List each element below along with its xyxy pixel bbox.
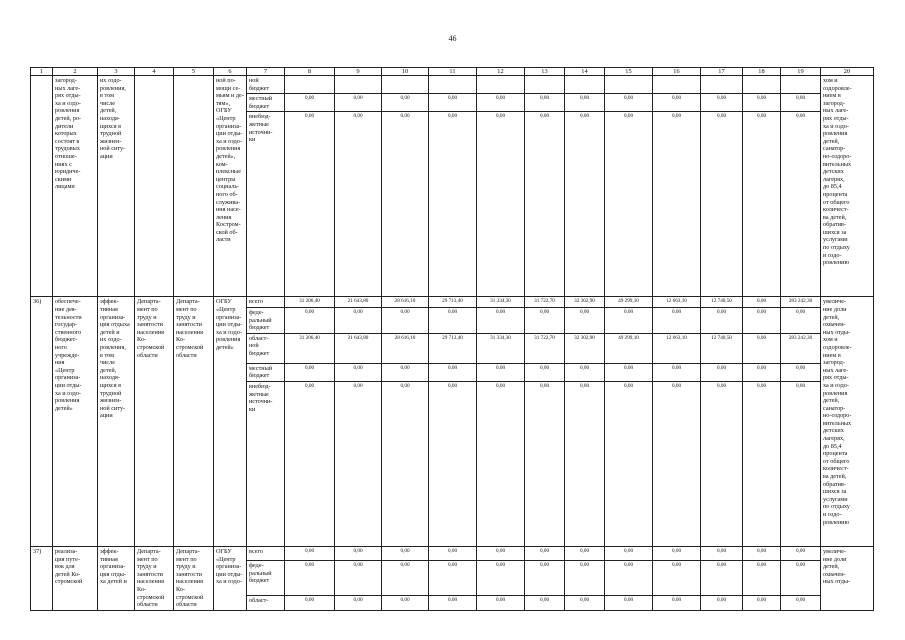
responsible-executor bbox=[135, 76, 174, 297]
amount-cell: 0,00 bbox=[781, 363, 821, 381]
amount-cell: 0,00 bbox=[382, 363, 429, 381]
amount-cell: 0,00 bbox=[605, 94, 653, 112]
amount-cell: 0,00 bbox=[525, 561, 565, 596]
amount-cell: 0,00 bbox=[701, 307, 743, 333]
amount-cell: 0,00 bbox=[429, 596, 477, 610]
amount-cell: 0,00 bbox=[477, 596, 525, 610]
column-header: 15 bbox=[605, 68, 653, 76]
amount-cell: 0,00 bbox=[429, 112, 477, 297]
amount-cell: 0,00 bbox=[605, 381, 653, 546]
amount-cell: 0,00 bbox=[781, 307, 821, 333]
amount-cell: 0,00 bbox=[653, 363, 701, 381]
amount-cell: 0,00 bbox=[525, 363, 565, 381]
amount-cell: 0,00 bbox=[335, 94, 382, 112]
column-header: 18 bbox=[743, 68, 781, 76]
responsible-executor: Департа- мент по труду и занятости населения Ко- стромской области bbox=[135, 546, 174, 610]
amount-cell: 0,00 bbox=[429, 94, 477, 112]
amount-cell: 0,00 bbox=[653, 561, 701, 596]
amount-cell: 12 740,50 bbox=[701, 333, 743, 363]
amount-cell: 0,00 bbox=[653, 307, 701, 333]
funding-source: местный бюджет bbox=[247, 363, 285, 381]
table-row bbox=[31, 546, 874, 560]
co-executor bbox=[174, 76, 214, 297]
amount-cell bbox=[605, 76, 653, 94]
column-header: 3 bbox=[98, 68, 135, 76]
participants-cell: ной по- мощи се- мьям и де- тям», ОГБУ «Центр организа- ции отды- ха и оздо- ровления детей», ком- плексные центры социаль- ного об- служива- ния насе- ления Костром- ской об- ласти bbox=[214, 76, 247, 297]
amount-cell: 0,00 bbox=[565, 307, 605, 333]
amount-cell: 0,00 bbox=[285, 112, 335, 297]
amount-cell: 0,00 bbox=[743, 363, 781, 381]
amount-cell: 0,00 bbox=[382, 112, 429, 297]
amount-cell: 0,00 bbox=[285, 363, 335, 381]
column-header: 2 bbox=[53, 68, 98, 76]
amount-cell: 283 242,30 bbox=[781, 297, 821, 308]
co-executor: Департа- мент по труду и занятости населения Ко- стромской области bbox=[174, 546, 214, 610]
amount-cell: 0,00 bbox=[382, 94, 429, 112]
amount-cell: 28 616,10 bbox=[382, 333, 429, 363]
amount-cell: 21 643,80 bbox=[335, 333, 382, 363]
column-header: 16 bbox=[653, 68, 701, 76]
amount-cell: 0,00 bbox=[743, 307, 781, 333]
amount-cell: 0,00 bbox=[477, 112, 525, 297]
amount-cell: 0,00 bbox=[605, 363, 653, 381]
amount-cell: 0,00 bbox=[743, 94, 781, 112]
amount-cell: 0,00 bbox=[477, 561, 525, 596]
funding-source: местный бюджет bbox=[247, 94, 285, 112]
amount-cell: 0,00 bbox=[781, 561, 821, 596]
row-number: 37) bbox=[31, 546, 53, 610]
row-number: 36) bbox=[31, 297, 53, 547]
amount-cell: 32 302,90 bbox=[565, 333, 605, 363]
column-header: 12 bbox=[477, 68, 525, 76]
amount-cell: 0,00 bbox=[335, 596, 382, 610]
amount-cell: 0,00 bbox=[335, 112, 382, 297]
row-number bbox=[31, 76, 53, 297]
amount-cell: 0,00 bbox=[781, 381, 821, 546]
page-number: 46 bbox=[448, 34, 457, 43]
amount-cell: 0,00 bbox=[781, 596, 821, 610]
amount-cell: 0,00 bbox=[285, 94, 335, 112]
task-cell: эффек- тивная организа- ция отды- ха детей и bbox=[98, 546, 135, 610]
column-header: 11 bbox=[429, 68, 477, 76]
column-header: 1 bbox=[31, 68, 53, 76]
column-header: 4 bbox=[135, 68, 174, 76]
table-row bbox=[31, 297, 874, 308]
funding-source: внебюд- жетные источни- ки bbox=[247, 381, 285, 546]
amount-cell: 0,00 bbox=[477, 307, 525, 333]
amount-cell: 0,00 bbox=[781, 112, 821, 297]
task-cell: их оздо- ровления, в том числе детей, находя- щихся в трудной жизнен- ной ситу- ации bbox=[98, 76, 135, 297]
amount-cell: 0,00 bbox=[565, 596, 605, 610]
amount-cell: 0,00 bbox=[429, 561, 477, 596]
amount-cell: 0,00 bbox=[781, 546, 821, 560]
amount-cell: 31 334,30 bbox=[477, 297, 525, 308]
funding-source: ной бюджет bbox=[247, 76, 285, 94]
funding-source: област- bbox=[247, 596, 285, 610]
amount-cell: 0,00 bbox=[701, 112, 743, 297]
amount-cell: 0,00 bbox=[525, 596, 565, 610]
amount-cell: 0,00 bbox=[429, 363, 477, 381]
amount-cell: 0,00 bbox=[285, 596, 335, 610]
amount-cell: 0,00 bbox=[701, 546, 743, 560]
amount-cell: 0,00 bbox=[701, 94, 743, 112]
amount-cell: 0,00 bbox=[335, 561, 382, 596]
amount-cell: 0,00 bbox=[285, 561, 335, 596]
amount-cell: 0,00 bbox=[382, 546, 429, 560]
amount-cell: 49 299,10 bbox=[605, 333, 653, 363]
amount-cell: 0,00 bbox=[743, 112, 781, 297]
amount-cell: 0,00 bbox=[653, 546, 701, 560]
amount-cell: 0,00 bbox=[335, 381, 382, 546]
amount-cell bbox=[335, 76, 382, 94]
amount-cell: 0,00 bbox=[285, 546, 335, 560]
column-header: 17 bbox=[701, 68, 743, 76]
amount-cell bbox=[285, 76, 335, 94]
amount-cell: 21 643,80 bbox=[335, 297, 382, 308]
column-header: 5 bbox=[174, 68, 214, 76]
amount-cell bbox=[565, 76, 605, 94]
amount-cell: 0,00 bbox=[653, 112, 701, 297]
amount-cell: 31 206,40 bbox=[285, 297, 335, 308]
column-header: 10 bbox=[382, 68, 429, 76]
funding-source: всего bbox=[247, 546, 285, 560]
amount-cell: 0,00 bbox=[429, 307, 477, 333]
amount-cell: 0,00 bbox=[565, 546, 605, 560]
amount-cell: 283 242,30 bbox=[781, 333, 821, 363]
amount-cell: 31 206,40 bbox=[285, 333, 335, 363]
amount-cell: 29 713,40 bbox=[429, 333, 477, 363]
amount-cell: 0,00 bbox=[335, 307, 382, 333]
amount-cell: 0,00 bbox=[382, 596, 429, 610]
amount-cell: 0,00 bbox=[565, 381, 605, 546]
amount-cell: 0,00 bbox=[285, 307, 335, 333]
amount-cell: 31 334,30 bbox=[477, 333, 525, 363]
amount-cell: 0,00 bbox=[285, 381, 335, 546]
amount-cell: 0,00 bbox=[743, 561, 781, 596]
amount-cell bbox=[429, 76, 477, 94]
event-name: загород- ных лаге- рях отды- ха и оздо- ровления детей, ро- дители которых состоят в трудовых отноше- ниях с юридиче- скими лицами bbox=[53, 76, 98, 297]
amount-cell: 0,00 bbox=[429, 546, 477, 560]
amount-cell: 0,00 bbox=[525, 307, 565, 333]
amount-cell: 0,00 bbox=[429, 381, 477, 546]
amount-cell: 0,00 bbox=[781, 94, 821, 112]
amount-cell: 0,00 bbox=[701, 596, 743, 610]
amount-cell: 0,00 bbox=[743, 546, 781, 560]
amount-cell: 0,00 bbox=[565, 363, 605, 381]
table-row bbox=[31, 76, 874, 94]
amount-cell: 0,00 bbox=[565, 112, 605, 297]
column-header: 8 bbox=[285, 68, 335, 76]
amount-cell: 28 616,10 bbox=[382, 297, 429, 308]
amount-cell: 49 299,10 bbox=[605, 297, 653, 308]
amount-cell: 0,00 bbox=[477, 363, 525, 381]
amount-cell bbox=[477, 76, 525, 94]
amount-cell: 0,00 bbox=[743, 596, 781, 610]
amount-cell bbox=[382, 76, 429, 94]
amount-cell: 0,00 bbox=[382, 561, 429, 596]
funding-source: феде- ральный бюджет bbox=[247, 561, 285, 596]
amount-cell: 0,00 bbox=[605, 596, 653, 610]
amount-cell: 0,00 bbox=[477, 94, 525, 112]
amount-cell bbox=[701, 76, 743, 94]
amount-cell: 0,00 bbox=[382, 381, 429, 546]
event-name: обеспече- ние дея- тельности государ- ственного бюджет- ного учрежде- ния «Центр организа- ции отды- ха и оздо- ровления детей» bbox=[53, 297, 98, 547]
amount-cell bbox=[653, 76, 701, 94]
amount-cell: 0,00 bbox=[701, 561, 743, 596]
funding-source: внебюд- жетные источни- ки bbox=[247, 112, 285, 297]
column-header: 14 bbox=[565, 68, 605, 76]
header-row bbox=[31, 68, 874, 76]
column-header: 13 bbox=[525, 68, 565, 76]
amount-cell: 0,00 bbox=[335, 363, 382, 381]
expected-result: увеличе- ние доли детей, охвачен- ных отды- хом и оздоровле- нием в загород- ных лаге- рях отды- ха и оздо- ровления детей, санатор- но-оздоро- вительных детских лагерях, до 85,4 процента от общего количест- ва детей, обратив- шихся за услугами по отдыху и оздо- ровлению bbox=[821, 297, 874, 547]
funding-source: всего bbox=[247, 297, 285, 308]
amount-cell: 0,00 bbox=[605, 112, 653, 297]
amount-cell bbox=[781, 76, 821, 94]
amount-cell: 0,00 bbox=[565, 94, 605, 112]
column-header: 6 bbox=[214, 68, 247, 76]
amount-cell: 0,00 bbox=[743, 381, 781, 546]
amount-cell: 31 722,70 bbox=[525, 333, 565, 363]
amount-cell: 31 722,70 bbox=[525, 297, 565, 308]
amount-cell: 0,00 bbox=[477, 546, 525, 560]
amount-cell: 12 663,10 bbox=[653, 333, 701, 363]
amount-cell: 0,00 bbox=[525, 381, 565, 546]
column-header: 9 bbox=[335, 68, 382, 76]
amount-cell: 29 713,40 bbox=[429, 297, 477, 308]
amount-cell: 0,00 bbox=[525, 112, 565, 297]
responsible-executor: Департа- мент по труду и занятости населения Ко- стромской области bbox=[135, 297, 174, 547]
expected-result: хом и оздоровле- нием в загород- ных лаге- рях отды- ха и оздо- ровления детей, санатор- но-оздоро- вительных детских лагерях, до 85,4 процента от общего количест- ва детей, обратив- шихся за услугами по отдыху и оздо- ровлению bbox=[821, 76, 874, 297]
amount-cell: 0,00 bbox=[382, 307, 429, 333]
amount-cell: 0,00 bbox=[525, 546, 565, 560]
funding-source: област- ной бюджет bbox=[247, 333, 285, 363]
participants-cell: ОГБУ «Центр организа- ции отды- ха и оздо- bbox=[214, 546, 247, 610]
column-header: 20 bbox=[821, 68, 874, 76]
co-executor: Департа- мент по труду и занятости населения Ко- стромской области bbox=[174, 297, 214, 547]
amount-cell bbox=[525, 76, 565, 94]
amount-cell: 0,00 bbox=[701, 381, 743, 546]
event-name: реализа- ция путе- вок для детей Ко- стромской bbox=[53, 546, 98, 610]
amount-cell: 12 740,50 bbox=[701, 297, 743, 308]
amount-cell: 0,00 bbox=[605, 307, 653, 333]
amount-cell: 0,00 bbox=[743, 297, 781, 308]
amount-cell: 0,00 bbox=[605, 561, 653, 596]
funding-source: феде- ральный бюджет bbox=[247, 307, 285, 333]
amount-cell: 0,00 bbox=[653, 381, 701, 546]
expected-result: увеличе- ние доли детей, охвачен- ных отды- bbox=[821, 546, 874, 610]
column-header: 7 bbox=[247, 68, 285, 76]
amount-cell: 0,00 bbox=[743, 333, 781, 363]
amount-cell: 0,00 bbox=[477, 381, 525, 546]
amount-cell: 0,00 bbox=[653, 596, 701, 610]
amount-cell: 0,00 bbox=[335, 546, 382, 560]
amount-cell: 12 663,10 bbox=[653, 297, 701, 308]
task-cell: эффек- тивная организа- ция отдыха детей и их оздо- ровления, в том числе детей, находя- щихся в трудной жизнен- ной ситу- ации bbox=[98, 297, 135, 547]
program-table bbox=[30, 67, 874, 611]
amount-cell: 0,00 bbox=[605, 546, 653, 560]
amount-cell: 0,00 bbox=[653, 94, 701, 112]
amount-cell: 0,00 bbox=[525, 94, 565, 112]
participants-cell: ОГБУ «Центр организа- ции отды- ха и оздо- ровления детей» bbox=[214, 297, 247, 547]
amount-cell: 32 302,90 bbox=[565, 297, 605, 308]
amount-cell: 0,00 bbox=[701, 363, 743, 381]
column-header: 19 bbox=[781, 68, 821, 76]
amount-cell bbox=[743, 76, 781, 94]
amount-cell: 0,00 bbox=[565, 561, 605, 596]
